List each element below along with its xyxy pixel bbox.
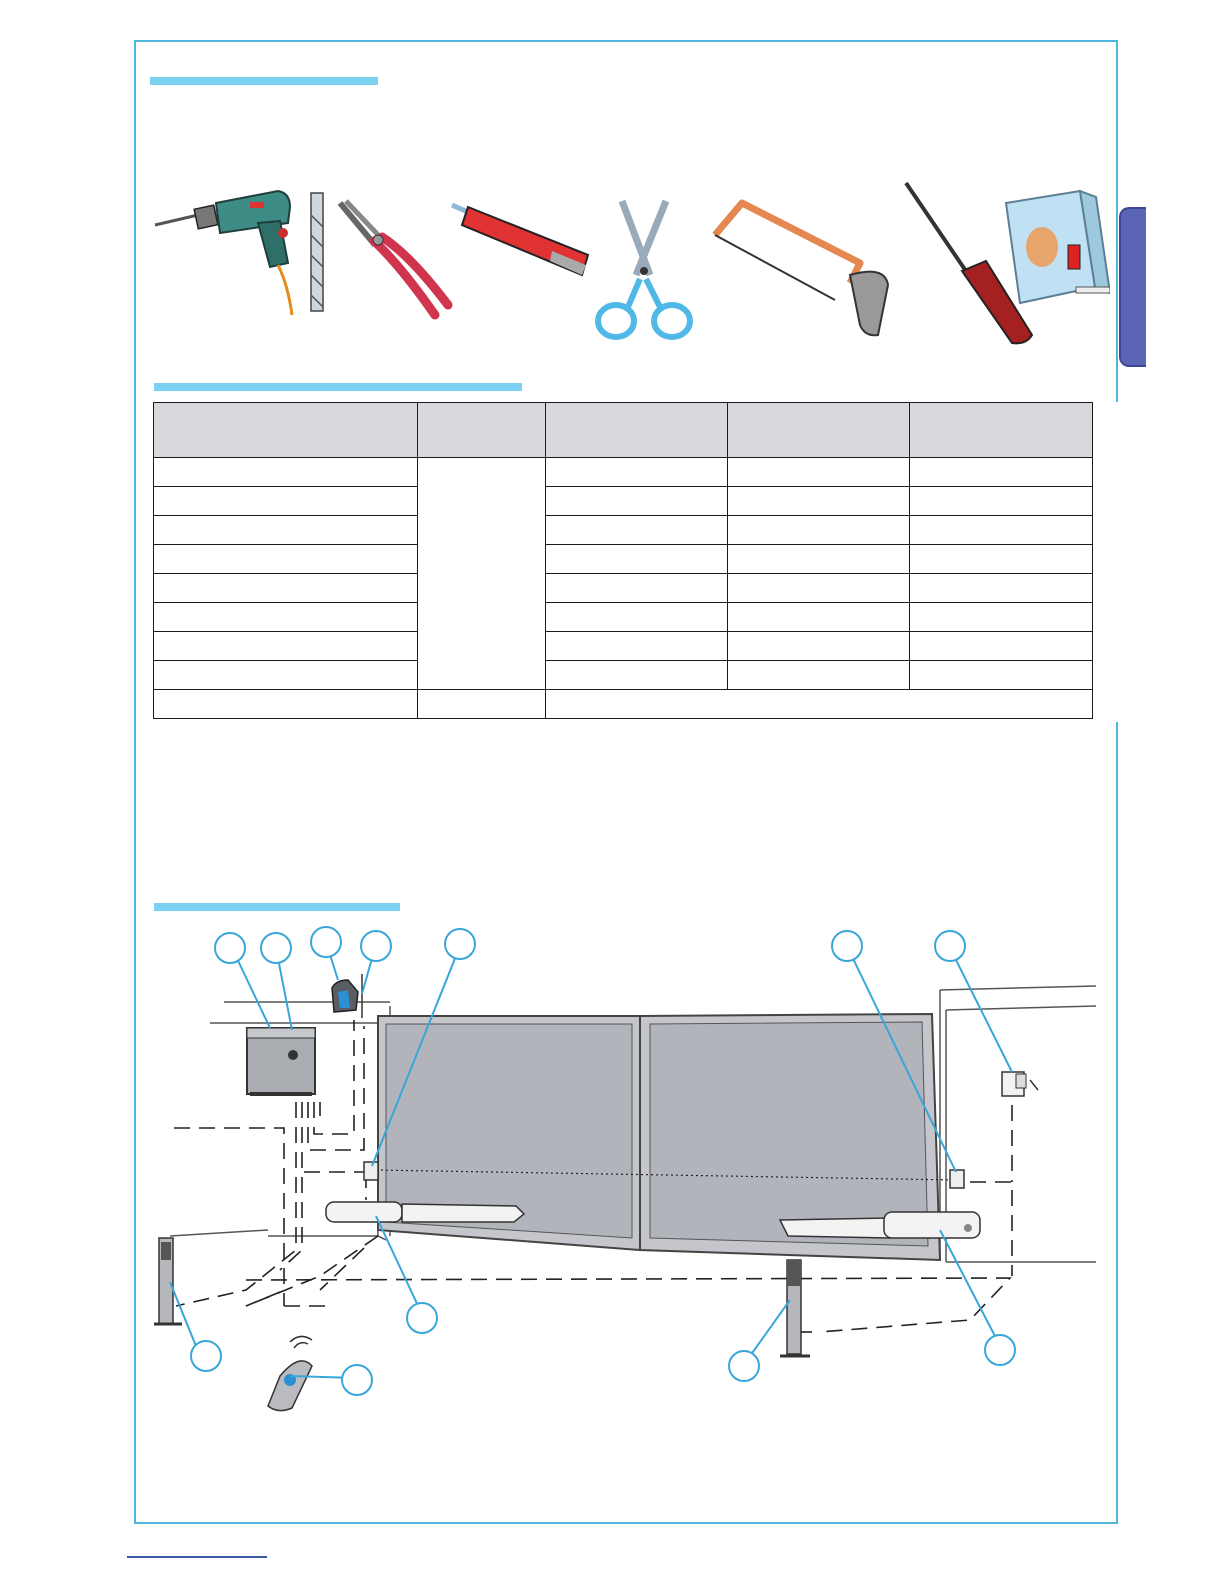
table-cell <box>728 545 910 574</box>
language-side-tab[interactable] <box>1119 207 1146 367</box>
photocell-icon <box>950 1170 964 1188</box>
table-row-last <box>154 690 1093 719</box>
table-cell <box>154 690 418 719</box>
table-cell <box>910 516 1093 545</box>
callout-circle <box>985 1335 1015 1365</box>
table-row <box>154 545 1093 574</box>
table-cell <box>546 574 728 603</box>
table-cell <box>728 458 910 487</box>
callout-circle <box>729 1351 759 1381</box>
key-selector-icon <box>1002 1072 1038 1096</box>
scissors-icon <box>598 201 690 337</box>
callout-circle <box>445 929 475 959</box>
table-cell <box>546 661 728 690</box>
installation-diagram <box>150 920 1110 1420</box>
table-cell-merged <box>418 458 546 690</box>
callout-circle <box>191 1341 221 1371</box>
table-heading-bar <box>154 383 522 391</box>
callout-circle <box>311 927 341 957</box>
table-cell <box>546 516 728 545</box>
table-cell <box>546 487 728 516</box>
diagram-heading-bar <box>154 903 400 911</box>
table-cell <box>154 632 418 661</box>
footer-rule <box>127 1556 267 1558</box>
table-cell <box>154 516 418 545</box>
table-cell <box>728 603 910 632</box>
table-cell <box>910 458 1093 487</box>
table-cell <box>728 487 910 516</box>
table-row <box>154 487 1093 516</box>
pliers-icon <box>340 201 448 315</box>
table-cell <box>728 661 910 690</box>
callout-circle <box>215 933 245 963</box>
callout-circle <box>832 931 862 961</box>
tools-heading-bar <box>150 77 378 85</box>
control-panel-icon <box>247 1028 315 1094</box>
callout-circle <box>935 931 965 961</box>
table-cell <box>910 661 1093 690</box>
table-cell <box>418 690 546 719</box>
table-cell <box>728 574 910 603</box>
table-cell <box>154 487 418 516</box>
table-cell <box>728 516 910 545</box>
table-cell <box>154 574 418 603</box>
callout-circle <box>261 933 291 963</box>
table-row <box>154 603 1093 632</box>
table-cell <box>154 603 418 632</box>
table-header-cell <box>910 403 1093 458</box>
table-cell <box>154 661 418 690</box>
transmitter-icon <box>268 1336 312 1410</box>
table-cell <box>910 603 1093 632</box>
tape-measure-icon <box>1006 191 1110 303</box>
hacksaw-icon <box>715 203 888 335</box>
flashing-light-icon <box>332 980 358 1012</box>
table-row <box>154 574 1093 603</box>
table-cell <box>910 545 1093 574</box>
table-cell <box>546 545 728 574</box>
table-cell <box>728 632 910 661</box>
table-cell <box>154 545 418 574</box>
callout-circle <box>361 931 391 961</box>
table-row <box>154 458 1093 487</box>
table-cell <box>546 603 728 632</box>
table-header-row <box>154 403 1093 458</box>
table-cell <box>546 632 728 661</box>
table-header-cell <box>154 403 418 458</box>
tools-illustration <box>150 175 1110 350</box>
table-cell <box>546 458 728 487</box>
table-row <box>154 632 1093 661</box>
table-row <box>154 516 1093 545</box>
photocell-column-icon <box>154 1238 182 1324</box>
frame-gap <box>1112 402 1124 722</box>
table-row <box>154 661 1093 690</box>
spec-table <box>153 402 1093 719</box>
utility-knife-icon <box>452 205 588 275</box>
photocell-icon <box>364 1162 378 1180</box>
table-cell <box>910 574 1093 603</box>
gate-operator-icon <box>326 1202 524 1222</box>
table-header-cell <box>418 403 546 458</box>
table-cell <box>910 487 1093 516</box>
drill-bit-icon <box>311 193 323 311</box>
table-header-cell <box>546 403 728 458</box>
drill-icon <box>155 191 292 315</box>
table-cell <box>154 458 418 487</box>
table-header-cell <box>728 403 910 458</box>
callout-circle <box>407 1303 437 1333</box>
callout-circle <box>342 1365 372 1395</box>
table-cell <box>910 632 1093 661</box>
table-cell-merged <box>546 690 1093 719</box>
